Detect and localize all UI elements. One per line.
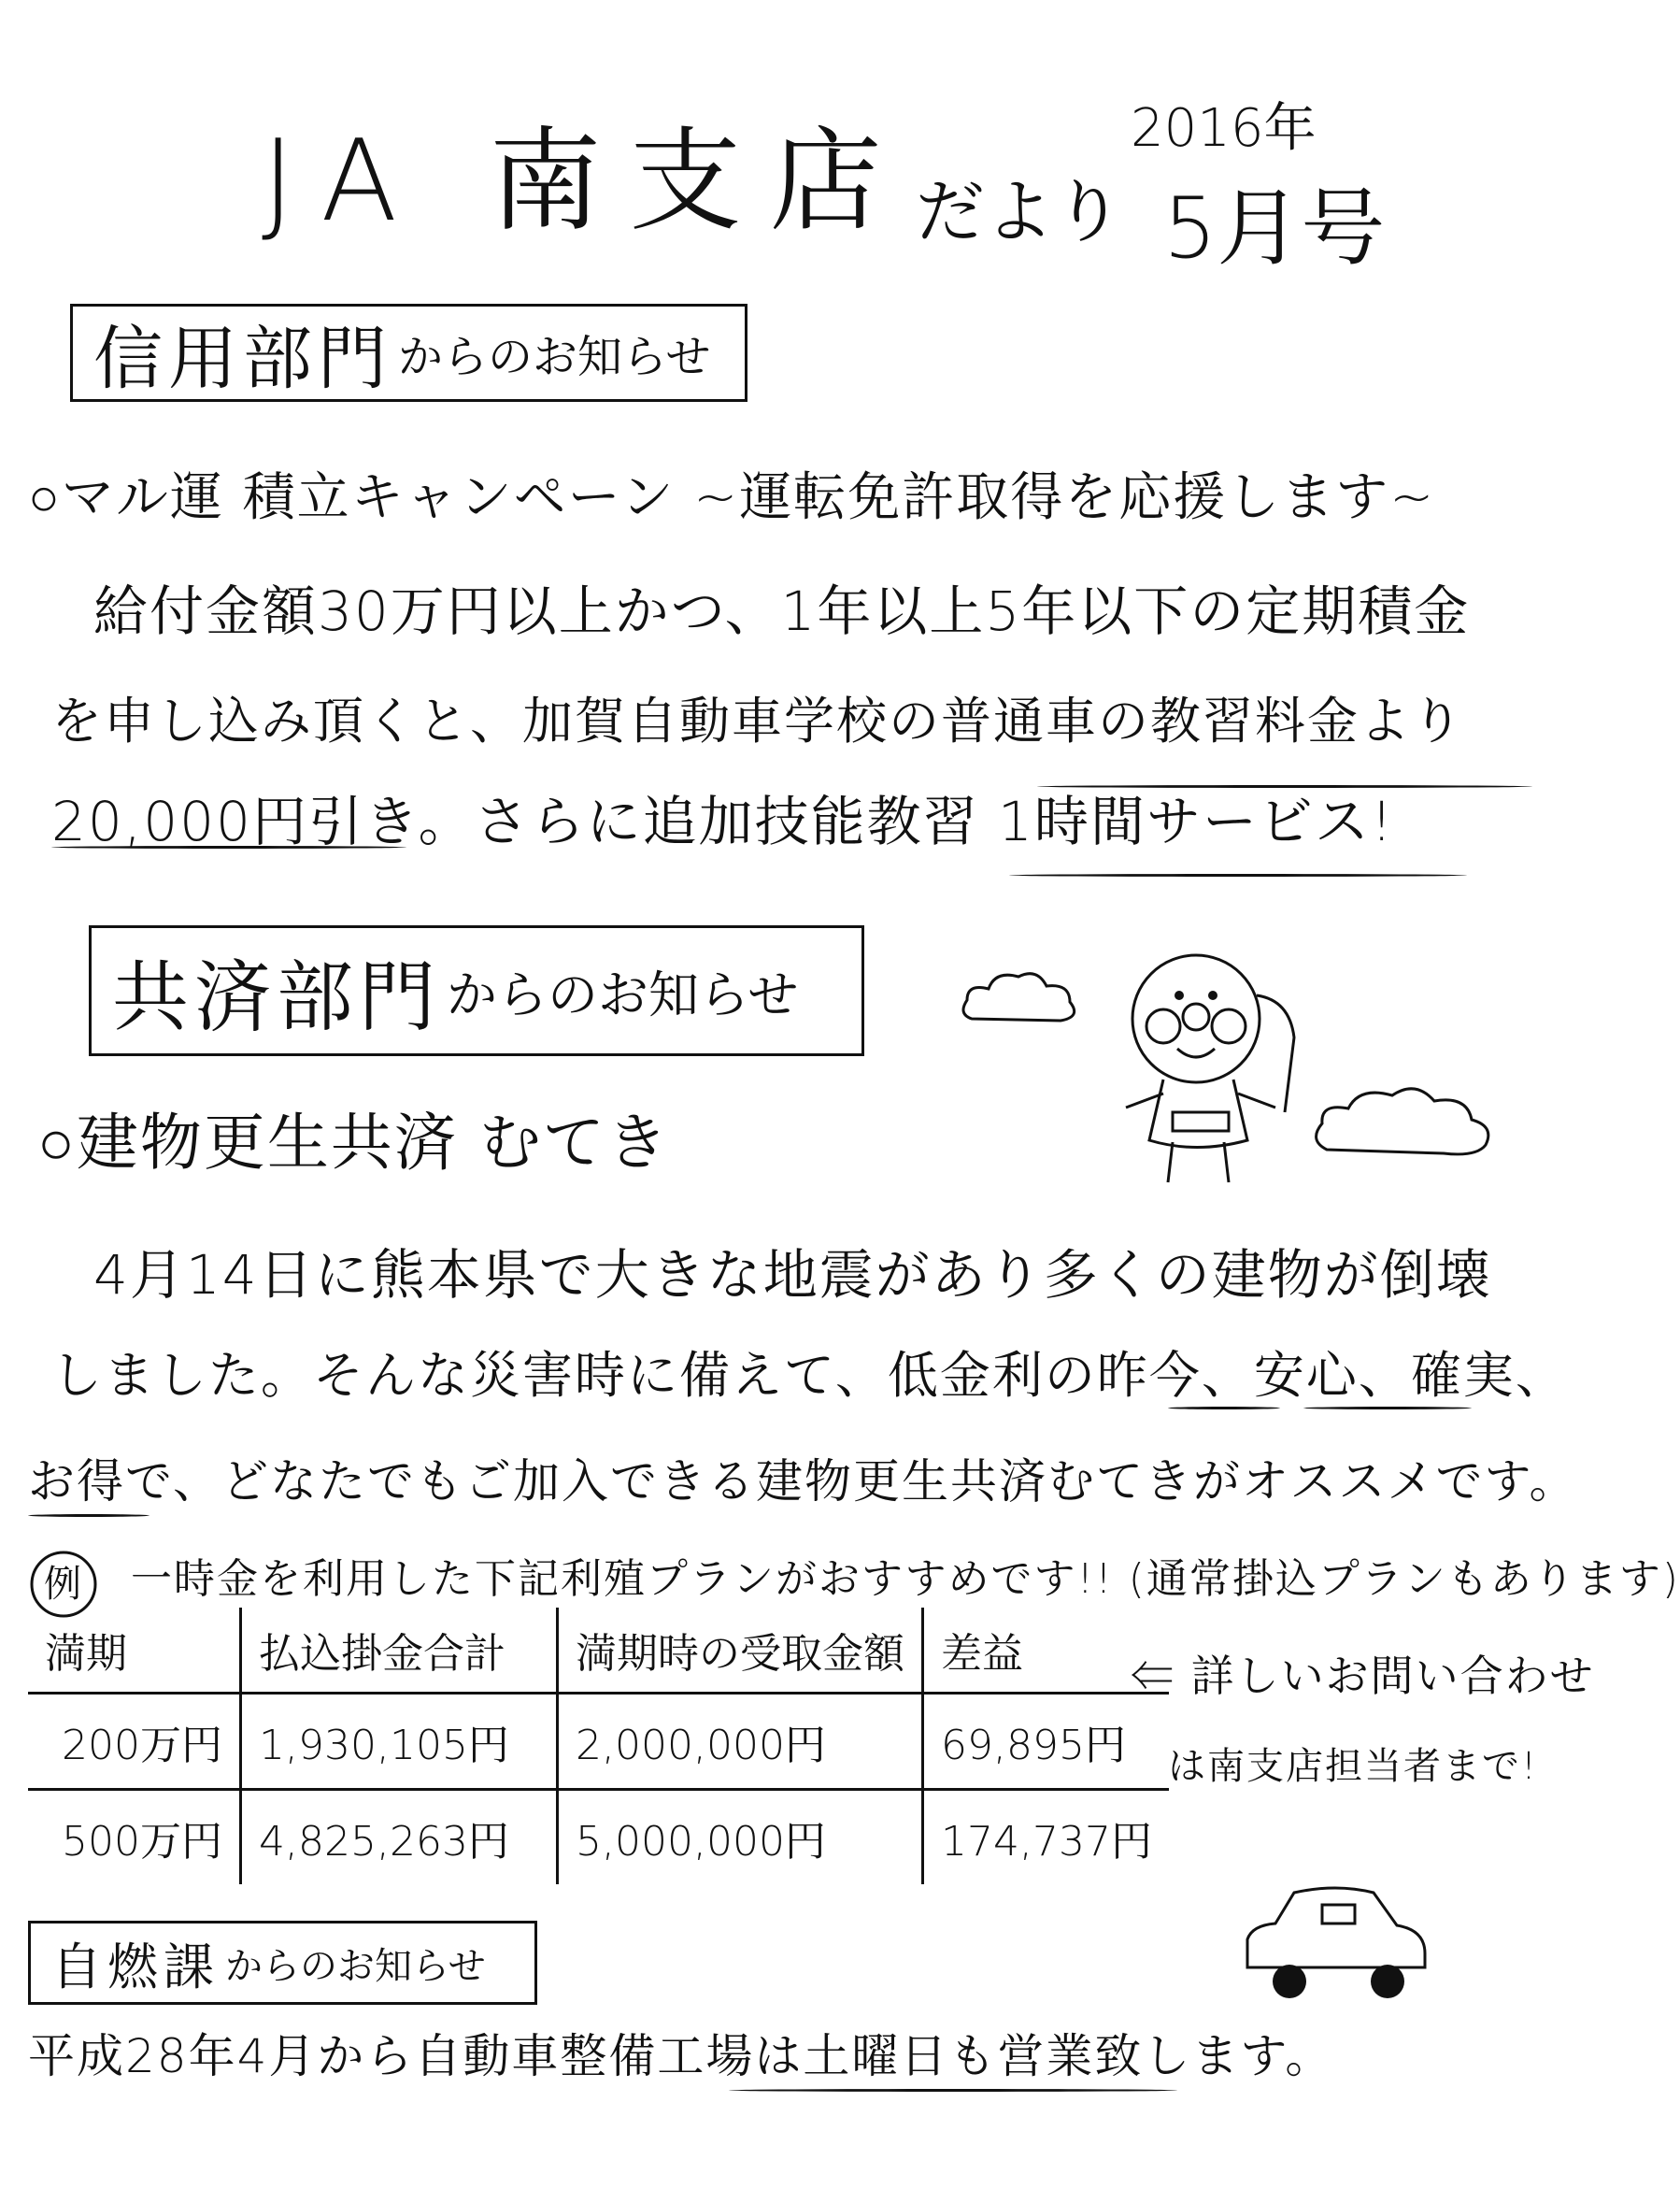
plan-table-header-cell: 満期: [28, 1608, 241, 1694]
example-text: 一時金を利用した下記利殖プランがおすすめです!! (通常掛込プランもあります): [131, 1555, 1680, 1603]
kyosai-line-1: 4月14日に熊本県で大きな地震があり多くの建物が倒壊: [93, 1243, 1492, 1307]
newsletter-title-suffix: だより: [916, 172, 1123, 252]
underline-otoku: [28, 1514, 149, 1517]
jinen-notice: 平成28年4月から自動車整備工場は土曜日も営業致します。: [28, 2029, 1334, 2083]
credit-section-heading-suffix: からのお知らせ: [398, 331, 711, 383]
plan-table-header-row: [28, 1608, 1169, 1694]
underline-service: [1009, 874, 1467, 877]
underline-futsusha: [1037, 785, 1532, 788]
plan-table-cell: 500万円: [62, 1818, 222, 1866]
jinen-section-heading-box: [28, 1921, 537, 2005]
plan-table-header-cell: 払込掛金合計: [241, 1608, 558, 1694]
plan-table-cell: 4,825,263円: [241, 1790, 558, 1885]
car-icon: [1233, 1879, 1439, 2009]
jinen-section-heading: 自燃課: [51, 1937, 220, 1996]
issue-month: 5月号: [1163, 179, 1386, 278]
plan-table-cell: 2,000,000円: [558, 1694, 923, 1790]
plan-table-cell: 5,000,000円: [558, 1790, 923, 1885]
table-row: [28, 1790, 1169, 1885]
kyosai-section-heading: 共済部門: [112, 952, 442, 1042]
kyosai-section-heading-suffix: からのお知らせ: [447, 965, 799, 1024]
cloud-icon: [953, 963, 1084, 1037]
hero-character-icon: [1075, 944, 1336, 1196]
issue-year: 2016年: [1131, 98, 1317, 159]
table-row: [28, 1694, 1169, 1790]
plan-table-cell: 1,930,105円: [241, 1694, 558, 1790]
example-mark: 例: [44, 1563, 81, 1606]
kyosai-section-heading-box: [89, 925, 864, 1056]
plan-table-cell: 69,895円: [923, 1694, 1169, 1790]
newsletter-title: JA 南支店: [262, 117, 910, 247]
inquiry-line-2: は南支店担当者まで!: [1168, 1745, 1539, 1788]
plan-table-header-cell: 差益: [923, 1608, 1169, 1694]
kyosai-line-3: お得で、どなたでもご加入できる建物更生共済むてきがオススメです。: [28, 1454, 1578, 1509]
kyosai-product: ○建物更生共済 むてき: [37, 1107, 670, 1179]
underline-discount: [51, 846, 406, 849]
credit-section-heading: 信用部門: [93, 318, 392, 399]
plan-table-cell: 200万円: [28, 1694, 241, 1790]
plan-table: [28, 1608, 1169, 1884]
campaign-title: ○マル運 積立キャンペーン ~運転免許取得を応援します~: [28, 467, 1436, 528]
underline-saturday: [729, 2089, 1177, 2092]
underline-anshin: [1168, 1407, 1280, 1409]
plan-table-header-cell: 満期時の受取金額: [558, 1608, 923, 1694]
credit-line-2: を申し込み頂くと、加賀自動車学校の普通車の教習料金より: [51, 692, 1464, 751]
jinen-section-heading-suffix: からのお知らせ: [225, 1944, 486, 1988]
credit-line-3: 20,000円引き。さらに追加技能教習 1時間サービス!: [51, 790, 1395, 853]
underline-kakujitsu: [1303, 1407, 1472, 1409]
plan-table-cell: 174,737円: [923, 1790, 1169, 1885]
credit-section-heading-box: [70, 304, 747, 402]
kyosai-line-2: しました。そんな災害時に備えて、低金利の昨今、安心、確実、: [51, 1346, 1568, 1405]
credit-line-1: 給付金額30万円以上かつ、1年以上5年以下の定期積金: [93, 579, 1471, 643]
inquiry-line-1: ⇐ 詳しいお問い合わせ: [1131, 1651, 1595, 1701]
